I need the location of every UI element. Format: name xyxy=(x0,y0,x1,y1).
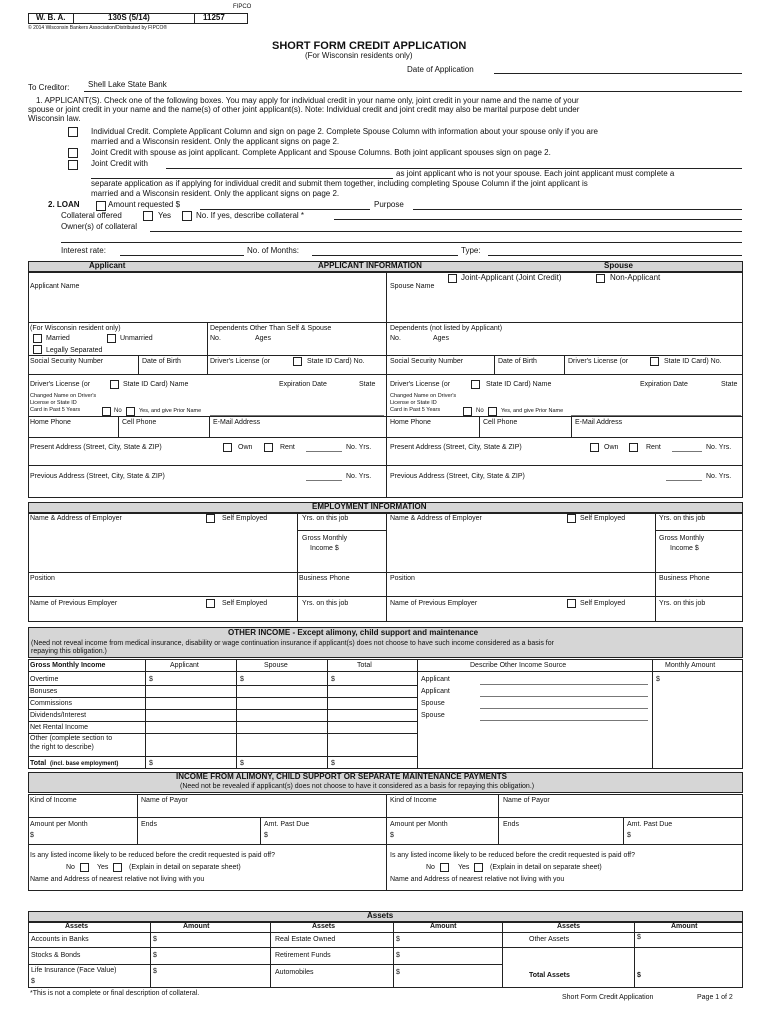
individual-credit-text: Individual Credit. Complete Applicant Column and sign on page 2. Complete Spouse Column with information about your spouse only if you are xyxy=(91,127,598,136)
gross-income-label: Income $ xyxy=(310,545,339,552)
previous-employer-label: Name of Previous Employer xyxy=(30,600,118,607)
spouse-yrs-job-label: Yrs. on this job xyxy=(659,515,706,522)
reduced-no-checkbox[interactable] xyxy=(80,863,89,872)
spouse-prev-years-field[interactable] xyxy=(666,480,702,481)
spouse-previous-address-label: Previous Address (Street, City, State & ZIP) xyxy=(390,473,525,480)
gross-monthly-label: Gross Monthly xyxy=(302,535,348,542)
retirement-funds-label: Retirement Funds xyxy=(275,952,331,959)
spouse-prev-self-employed-label: Self Employed xyxy=(580,600,626,607)
changed-no-checkbox[interactable] xyxy=(102,407,111,416)
changed-yes-label: Yes, and give Prior Name xyxy=(139,408,202,414)
oi-spouse-total-dollar: $ xyxy=(240,760,244,767)
commissions-label: Commissions xyxy=(30,700,73,707)
spouse-prev-years-label: No. Yrs. xyxy=(706,473,732,480)
spouse-past-due-label: Amt. Past Due xyxy=(627,821,673,828)
spouse-dependents-no-label: No. xyxy=(390,335,401,342)
reduced-yes-checkbox[interactable] xyxy=(113,863,122,872)
spouse-previous-employer-label: Name of Previous Employer xyxy=(390,600,478,607)
spouse-position-label: Position xyxy=(390,575,415,582)
married-label: Married xyxy=(46,335,70,342)
amount-field[interactable] xyxy=(200,209,370,210)
spouse-self-employed-label: Self Employed xyxy=(580,515,626,522)
total-assets-label: Total Assets xyxy=(529,972,570,979)
employment-title: EMPLOYMENT INFORMATION xyxy=(312,502,427,511)
relative-label: Name and Address of nearest relative not living with you xyxy=(30,876,205,883)
copyright: © 2014 Wisconsin Bankers Association/Distributed by FIPCO® xyxy=(28,25,168,31)
spouse-state-label: State xyxy=(721,381,738,388)
oi-source-field-2[interactable] xyxy=(480,696,648,697)
spouse-state-id-label: State ID Card) No. xyxy=(664,358,722,365)
spouse-changed-name-label3: Card in Past 5 Years xyxy=(390,407,441,413)
spouse-own-checkbox[interactable] xyxy=(590,443,599,452)
footer-note: *This is not a complete or final description of collateral. xyxy=(30,990,200,997)
spouse-business-phone-label: Business Phone xyxy=(659,575,710,582)
unmarried-label: Unmarried xyxy=(120,335,153,342)
years-field[interactable] xyxy=(306,451,342,452)
spouse-cell-phone-label: Cell Phone xyxy=(483,419,518,426)
collateral-yes-checkbox[interactable] xyxy=(143,211,153,221)
accounts-banks-dollar: $ xyxy=(153,936,157,943)
non-applicant-label: Non-Applicant xyxy=(610,273,661,282)
type-field[interactable] xyxy=(488,255,742,256)
spouse-self-employed-checkbox[interactable] xyxy=(567,514,576,523)
oi-total-dollar: $ xyxy=(331,676,335,683)
wba-label: W. B. A. xyxy=(36,13,66,22)
changed-name-label2: License or State ID xyxy=(30,400,77,406)
own-checkbox[interactable] xyxy=(223,443,232,452)
assets-col-2: Assets xyxy=(312,923,335,930)
spouse-gross-income-label: Income $ xyxy=(670,545,699,552)
other-income-title: OTHER INCOME - Except alimony, child support and maintenance xyxy=(228,628,479,637)
payor-label: Name of Payor xyxy=(141,797,188,804)
other-income-note: (Need not reveal income from medical insurance, disability or wage continuation insurance if applicant(s) does not choose to have such income considered as a basis for xyxy=(31,640,554,647)
spouse-dependents-ages-label: Ages xyxy=(433,335,449,342)
changed-name-label3: Card in Past 5 Years xyxy=(30,407,81,413)
oi-applicant-heading: Applicant xyxy=(170,662,199,669)
rent-label: Rent xyxy=(280,444,295,451)
spouse-payor-label: Name of Payor xyxy=(503,797,550,804)
overtime-label: Overtime xyxy=(30,676,59,683)
joint-other-text2: as joint applicant who is not your spouse. Each joint applicant must complete a xyxy=(396,169,675,178)
creditor-label: To Creditor: xyxy=(28,83,70,92)
spouse-gross-monthly-label: Gross Monthly xyxy=(659,535,705,542)
dividends-label: Dividends/Interest xyxy=(30,712,87,719)
prev-self-employed-label: Self Employed xyxy=(222,600,268,607)
loan-label: 2. LOAN xyxy=(48,200,80,209)
dl-name-checkbox[interactable] xyxy=(110,380,119,389)
legally-separated-checkbox[interactable] xyxy=(33,345,42,354)
applicant-col-heading: Applicant xyxy=(89,261,126,270)
spouse-prev-yrs-label: Yrs. on this job xyxy=(659,600,706,607)
married-checkbox[interactable] xyxy=(33,334,42,343)
interest-rate-label: Interest rate: xyxy=(61,246,106,255)
spouse-reduced-yes-checkbox[interactable] xyxy=(474,863,483,872)
oi-applicant-total-dollar: $ xyxy=(149,760,153,767)
state-label: State xyxy=(359,381,376,388)
spouse-present-address-label: Present Address (Street, City, State & ZIP) xyxy=(390,444,522,451)
changed-yes-checkbox[interactable] xyxy=(126,407,135,416)
amount-month-label: Amount per Month xyxy=(30,821,88,828)
yrs-job-label: Yrs. on this job xyxy=(302,515,349,522)
prev-yrs-label: Yrs. on this job xyxy=(302,600,349,607)
ends-label: Ends xyxy=(141,821,157,828)
legally-separated-label: Legally Separated xyxy=(46,347,103,354)
position-label: Position xyxy=(30,575,55,582)
oi-total-total-dollar: $ xyxy=(331,760,335,767)
changed-name-label: Changed Name on Driver's xyxy=(30,393,97,399)
home-phone-label: Home Phone xyxy=(30,419,71,426)
self-employed-checkbox[interactable] xyxy=(206,514,215,523)
spouse-employer-label: Name & Address of Employer xyxy=(390,515,482,522)
wi-resident-label: (For Wisconsin resident only) xyxy=(30,325,121,332)
oi-source-4: Spouse xyxy=(421,712,445,719)
spouse-years-label: No. Yrs. xyxy=(706,444,732,451)
other-assets-dollar: $ xyxy=(637,934,641,941)
applicant-info-title: APPLICANT INFORMATION xyxy=(318,261,422,270)
rental-income-label: Net Rental Income xyxy=(30,724,88,731)
spouse-kind-income-label: Kind of Income xyxy=(390,797,437,804)
applicant-intro3: Wisconsin law. xyxy=(28,114,81,123)
spouse-ssn-label: Social Security Number xyxy=(390,358,464,365)
oi-monthly-dollar: $ xyxy=(656,676,660,683)
oi-source-field-1[interactable] xyxy=(480,684,648,685)
prev-years-field[interactable] xyxy=(306,480,342,481)
joint-applicant-label: Joint-Applicant (Joint Credit) xyxy=(461,273,562,282)
spouse-reduced-no-checkbox[interactable] xyxy=(440,863,449,872)
present-address-label: Present Address (Street, City, State & ZIP) xyxy=(30,444,162,451)
ssn-label: Social Security Number xyxy=(30,358,104,365)
past-due-label: Amt. Past Due xyxy=(264,821,310,828)
joint-other-text4: married and a Wisconsin resident. Only the applicant signs on page 2. xyxy=(91,189,340,198)
other-income-label2: the right to describe) xyxy=(30,744,94,751)
spouse-dl-name-label: Driver's License (or xyxy=(390,381,451,388)
life-insurance-amount-dollar: $ xyxy=(153,968,157,975)
oi-source-1: Applicant xyxy=(421,676,450,683)
spouse-state-id-name-label: State ID Card) Name xyxy=(486,381,552,388)
dependents-no-label: No. xyxy=(210,335,221,342)
gross-monthly-income-label: Gross Monthly Income xyxy=(30,662,106,669)
spouse-email-label: E-Mail Address xyxy=(575,419,623,426)
prev-self-employed-checkbox[interactable] xyxy=(206,599,215,608)
collateral-yes-label: Yes xyxy=(158,211,172,220)
employer-label: Name & Address of Employer xyxy=(30,515,122,522)
form-code: 11257 xyxy=(203,13,225,22)
expiration-label: Expiration Date xyxy=(279,381,327,388)
previous-address-label: Previous Address (Street, City, State & ZIP) xyxy=(30,473,165,480)
stocks-bonds-label: Stocks & Bonds xyxy=(31,952,81,959)
collateral-description-field[interactable] xyxy=(334,219,742,220)
spouse-name-label: Spouse Name xyxy=(390,283,435,290)
page-title: SHORT FORM CREDIT APPLICATION xyxy=(272,40,467,52)
date-label: Date of Application xyxy=(407,65,474,74)
owners-label: Owner(s) of collateral xyxy=(61,222,138,231)
spouse-expiration-label: Expiration Date xyxy=(640,381,688,388)
spouse-changed-yes-checkbox[interactable] xyxy=(488,407,497,416)
collateral-label: Collateral offered xyxy=(61,211,122,220)
cell-phone-label: Cell Phone xyxy=(122,419,157,426)
spouse-explain-label: (Explain in detail on separate sheet) xyxy=(490,864,602,871)
amount-col-3: Amount xyxy=(671,923,698,930)
reduced-yes-label: Yes xyxy=(97,864,109,871)
dependents-label: Dependents Other Than Self & Spouse xyxy=(210,325,332,332)
spouse-own-label: Own xyxy=(604,444,619,451)
collateral-no-checkbox[interactable] xyxy=(182,211,192,221)
amount-checkbox[interactable] xyxy=(96,201,106,211)
footer-form-name: Short Form Credit Application xyxy=(562,994,654,1001)
spouse-relative-label: Name and Address of nearest relative not living with you xyxy=(390,876,565,883)
footer-page-number: Page 1 of 2 xyxy=(697,994,733,1001)
oi-source-3: Spouse xyxy=(421,700,445,707)
joint-applicant-checkbox[interactable] xyxy=(448,274,457,283)
spouse-years-field[interactable] xyxy=(672,451,702,452)
automobiles-dollar: $ xyxy=(396,969,400,976)
dependents-ages-label: Ages xyxy=(255,335,271,342)
dl-label: Driver's License (or xyxy=(210,358,271,365)
spouse-reduced-no-label: No xyxy=(426,864,435,871)
own-label: Own xyxy=(238,444,253,451)
retirement-funds-dollar: $ xyxy=(396,952,400,959)
bonuses-label: Bonuses xyxy=(30,688,58,695)
spouse-changed-name-label2: License or State ID xyxy=(390,400,437,406)
spouse-amount-month-label: Amount per Month xyxy=(390,821,448,828)
applicant-intro: 1. APPLICANT(S). Check one of the following boxes. You may apply for individual credit in your name only, joint credit in your name and the name of your xyxy=(36,96,579,105)
fipco-label: FIPCO xyxy=(233,4,252,10)
amount-col-2: Amount xyxy=(430,923,457,930)
prev-years-label: No. Yrs. xyxy=(346,473,372,480)
spouse-changed-name-label: Changed Name on Driver's xyxy=(390,393,457,399)
oi-source-field-3[interactable] xyxy=(480,708,648,709)
reduced-no-label: No xyxy=(66,864,75,871)
other-assets-label: Other Assets xyxy=(529,936,570,943)
spouse-changed-yes-label: Yes, and give Prior Name xyxy=(501,408,564,414)
stocks-bonds-dollar: $ xyxy=(153,952,157,959)
joint-spouse-text: Joint Credit with spouse as joint applicant. Complete Applicant and Spouse Columns. Both joint applicant spouses sign on page 2. xyxy=(91,148,551,157)
accounts-banks-label: Accounts in Banks xyxy=(31,936,89,943)
oi-source-field-4[interactable] xyxy=(480,720,648,721)
spouse-col-heading: Spouse xyxy=(604,261,633,270)
explain-label: (Explain in detail on separate sheet) xyxy=(129,864,241,871)
applicant-name-label: Applicant Name xyxy=(30,283,80,290)
email-label: E-Mail Address xyxy=(213,419,261,426)
joint-other-checkbox[interactable] xyxy=(68,160,78,170)
state-id-checkbox[interactable] xyxy=(293,357,302,366)
life-insurance-label: Life Insurance (Face Value) xyxy=(31,967,117,974)
spouse-dl-name-checkbox[interactable] xyxy=(471,380,480,389)
date-field[interactable] xyxy=(494,73,742,74)
oi-total-label: Total xyxy=(30,760,47,767)
spouse-dl-label: Driver's License (or xyxy=(568,358,629,365)
assets-col-1: Assets xyxy=(65,923,88,930)
total-assets-dollar: $ xyxy=(637,972,641,979)
purpose-label: Purpose xyxy=(374,200,404,209)
assets-title: Assets xyxy=(367,911,394,920)
kind-income-label: Kind of Income xyxy=(30,797,77,804)
other-income-label: Other (complete section to xyxy=(30,735,113,742)
joint-spouse-checkbox[interactable] xyxy=(68,148,78,158)
spouse-dependents-label: Dependents (not listed by Applicant) xyxy=(390,325,503,332)
oi-describe-heading: Describe Other Income Source xyxy=(470,662,567,669)
spouse-dob-label: Date of Birth xyxy=(498,358,537,365)
spouse-changed-no-checkbox[interactable] xyxy=(463,407,472,416)
months-field[interactable] xyxy=(312,255,458,256)
applicant-intro2: spouse or joint credit in your name and the name(s) of other joint applicant(s). Note: Individual credit and joint credit may also be marital purpose debt under xyxy=(28,105,580,114)
spouse-home-phone-label: Home Phone xyxy=(390,419,431,426)
real-estate-label: Real Estate Owned xyxy=(275,936,336,943)
individual-credit-text2: married and a Wisconsin resident. Only the applicant signs on page 2. xyxy=(91,137,340,146)
life-insurance-dollar: $ xyxy=(31,978,35,985)
dob-label: Date of Birth xyxy=(142,358,181,365)
spouse-rent-label: Rent xyxy=(646,444,661,451)
spouse-reduced-question: Is any listed income likely to be reduced before the credit requested is paid off? xyxy=(390,852,636,859)
real-estate-dollar: $ xyxy=(396,936,400,943)
dl-name-label: Driver's License (or xyxy=(30,381,91,388)
amount-col-1: Amount xyxy=(183,923,210,930)
alimony-note: (Need not be revealed if applicant(s) does not choose to have it considered as a basis for repaying this obligation.) xyxy=(180,783,535,790)
reduced-question: Is any listed income likely to be reduced before the credit requested is paid off? xyxy=(30,852,276,859)
business-phone-label: Business Phone xyxy=(299,575,350,582)
owners-field[interactable] xyxy=(150,231,742,232)
collateral-no-label: No. If yes, describe collateral * xyxy=(196,211,305,220)
creditor-value: Shell Lake State Bank xyxy=(88,80,167,89)
assets-col-3: Assets xyxy=(557,923,580,930)
spouse-reduced-yes-label: Yes xyxy=(458,864,470,871)
spouse-rent-checkbox[interactable] xyxy=(629,443,638,452)
unmarried-checkbox[interactable] xyxy=(107,334,116,343)
automobiles-label: Automobiles xyxy=(275,969,314,976)
joint-other-text: Joint Credit with xyxy=(91,159,148,168)
amount-month-dollar: $ xyxy=(30,832,34,839)
spouse-state-id-checkbox[interactable] xyxy=(650,357,659,366)
oi-spouse-dollar: $ xyxy=(240,676,244,683)
oi-total-heading: Total xyxy=(357,662,372,669)
individual-credit-checkbox[interactable] xyxy=(68,127,78,137)
spouse-past-due-dollar: $ xyxy=(627,832,631,839)
oi-source-2: Applicant xyxy=(421,688,450,695)
oi-applicant-dollar: $ xyxy=(149,676,153,683)
type-label: Type: xyxy=(461,246,481,255)
spouse-amount-month-dollar: $ xyxy=(390,832,394,839)
years-label: No. Yrs. xyxy=(346,444,372,451)
non-applicant-checkbox[interactable] xyxy=(596,274,605,283)
purpose-field[interactable] xyxy=(413,209,742,210)
page-subtitle: (For Wisconsin residents only) xyxy=(305,51,413,60)
oi-monthly-heading: Monthly Amount xyxy=(665,662,716,669)
spouse-prev-self-employed-checkbox[interactable] xyxy=(567,599,576,608)
state-id-label: State ID Card) No. xyxy=(307,358,365,365)
amount-requested-label: Amount requested $ xyxy=(108,200,181,209)
past-due-dollar: $ xyxy=(264,832,268,839)
interest-field[interactable] xyxy=(120,255,244,256)
joint-other-text3: separate application as if applying for individual credit and submit them together, including completing Spouse Column if the joint applicant is xyxy=(91,179,588,188)
oi-total-note: (incl. base employment) xyxy=(50,761,119,767)
form-number: 130S (5/14) xyxy=(108,13,150,22)
oi-spouse-heading: Spouse xyxy=(264,662,288,669)
spouse-changed-no-label: No xyxy=(476,408,484,414)
rent-checkbox[interactable] xyxy=(264,443,273,452)
other-income-note2: repaying this obligation.) xyxy=(31,648,107,655)
spouse-ends-label: Ends xyxy=(503,821,519,828)
self-employed-label: Self Employed xyxy=(222,515,268,522)
changed-no-label: No xyxy=(114,408,122,414)
state-id-name-label: State ID Card) Name xyxy=(123,381,189,388)
months-label: No. of Months: xyxy=(247,246,300,255)
alimony-title: INCOME FROM ALIMONY, CHILD SUPPORT OR SEPARATE MAINTENANCE PAYMENTS xyxy=(176,772,507,781)
